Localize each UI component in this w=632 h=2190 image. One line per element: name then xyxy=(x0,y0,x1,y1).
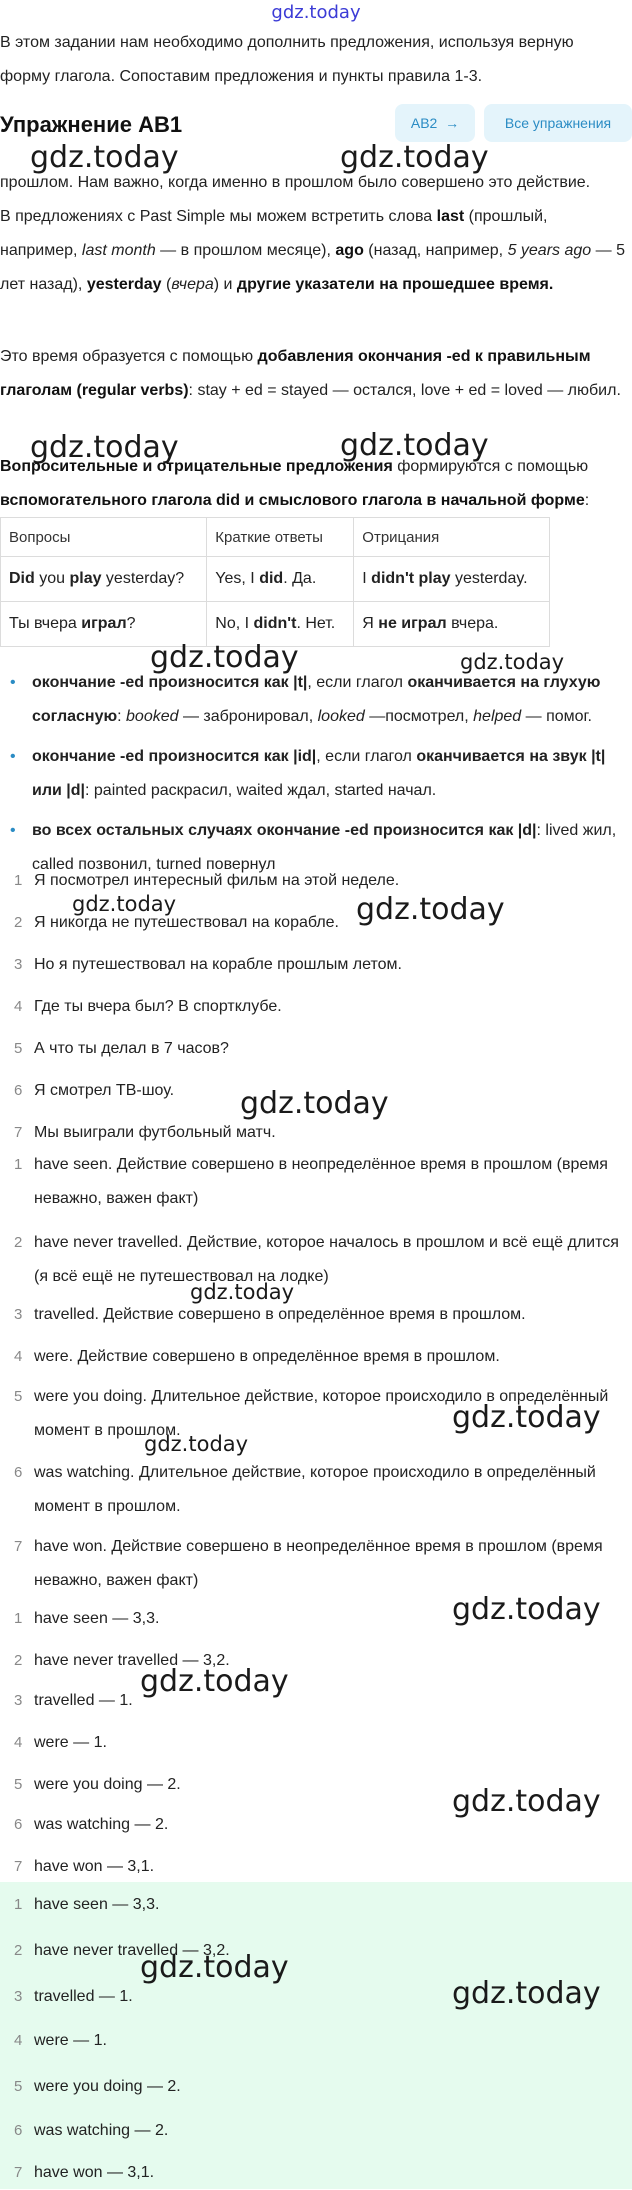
page: gdz.today В этом задании нам необходимо дополнить предложения, используя верную форму глагола. Сопоставим предложения и пункты правила 1-3. Упражнение AB1 AB2 → Все упражнения gdz.today gdz.today прошлом. Нам важно, когда именно в прошлом было совершено это действие. В предложениях с Past Simple мы можем встретить слова last (прошлый, например, last month — в прошлом месяце), ago (назад, например, 5 years ago — 5 лет назад), yesterday (вчера) и другие указатели на прошедшее время. Это время образуется с помощью добавления окончания -ed к правильным глаголам (regular verbs): stay + ed = stayed — остался, love + ed = loved — любил. gdz.today gdz.today Вопросительные и отрицательные предложения формируются с помощью вспомогательного глагола did и смыслового глагола в начальной форме: Вопросы Краткие ответы Отрицания Did you play yesterday? Yes, I did. Да. I didn't play yesterday. Ты вчера играл? No, I didn't. Нет. Я не играл вчера. gdz.today gdz.today • окончание -ed произносится как |t|, если глагол оканчивается на глухую согласную: booked — забронировал, looked —посмотрел, helped — помог. • окончание -ed произносится как |id|, если глагол оканчивается на звук |t| или |d|: painted раскрасил, waited ждал, started начал. • во всех остальных случаях окончание -ed произносится как |d|: lived жил, called позвонил, turned повернул 1 Я посмотрел интересный фильм на этой неделе. 2 Я никогда не путешествовал на корабле. gdz.today gdz.today 3 Но я путешествовал на корабле прошлым летом. 4 Где ты вчера был? В спортклубе. 5 А что ты делал в 7 часов? 6 Я смотрел ТВ-шоу. gdz.today 7 Мы выиграли футбольный матч. 1 have seen. Действие совершено в неопределённое время в прошлом (время неважно, важен факт) 2 have never travelled. Действие, которое началось в прошлом и всё ещё длится (я всё ещё не путешествовал на лодке) gdz.today 3 travelled. Действие совершено в определённое время в прошлом. 4 were. Действие совершено в определённое время в прошлом. 5 were you doing. Длительное действие, которое происходило в определённый момент в прошлом. gdz.today gdz.today 6 was watching. Длительное действие, которое происходило в определённый момент в прошлом. 7 have won. Действие совершено в неопределённое время в прошлом (время неважно, важен факт) gdz.today 1 have seen — 3,3. 2 have never travelled — 3,2. gdz.today 3 travelled — 1. 4 were — 1. 5 were you doing — 2. gdz.today 6 was watching — 2. 7 have won — 3,1. 1 have seen — 3,3. 2 have never travelled — 3,2. gdz.today 3 travelled — 1. gdz.today 4 were — 1. 5 were you doing — 2. 6 was watching — 2. 7 have won — 3,1. xyxy=(0,0,632,2189)
watermark: gdz.today xyxy=(452,1784,601,1819)
theory-paragraph: Это время образуется с помощью добавления окончания -ed к правильным глаголам (regular verbs): stay + ed = stayed — остался, love + ed = loved — любил. xyxy=(0,348,621,399)
watermark: gdz.today xyxy=(140,1950,289,1985)
watermark: gdz.today xyxy=(72,892,177,916)
watermark: gdz.today xyxy=(30,430,179,465)
rule-bullet: • окончание -ed произносится как |t|, если глагол оканчивается на глухую согласную: booked — забронировал, looked —посмотрел, helped — помог. xyxy=(32,666,628,734)
theory-paragraph: Вопросительные и отрицательные предложения формируются с помощью вспомогательного глагола did и смыслового глагола в начальной форме: xyxy=(0,458,590,509)
intro-text: В этом задании нам необходимо дополнить предложения, используя верную форму глагола. Сопоставим предложения и пункты правила 1-3. xyxy=(0,34,574,85)
table-cell: Did you play yesterday? xyxy=(1,557,207,602)
table-cell: Yes, I did. Да. xyxy=(207,557,354,602)
table-header: Вопросы xyxy=(1,518,207,557)
table-cell: Ты вчера играл? xyxy=(1,602,207,647)
watermark: gdz.today xyxy=(340,428,489,463)
watermark: gdz.today xyxy=(240,1086,389,1121)
rule-bullet: • окончание -ed произносится как |id|, если глагол оканчивается на звук |t| или |d|: painted раскрасил, waited ждал, started начал. xyxy=(32,740,628,808)
table-header: Отрицания xyxy=(354,518,550,557)
watermark: gdz.today xyxy=(460,650,565,674)
table-cell: Я не играл вчера. xyxy=(354,602,550,647)
next-exercise-label: AB2 xyxy=(410,115,438,131)
arrow-right-icon: → xyxy=(441,115,460,131)
table-row xyxy=(1,557,550,602)
watermark: gdz.today xyxy=(144,1432,249,1456)
watermark: gdz.today xyxy=(30,140,179,175)
table-cell: No, I didn't. Нет. xyxy=(207,602,354,647)
watermark: gdz.today xyxy=(150,640,299,675)
grammar-table xyxy=(0,517,550,647)
theory-paragraph: прошлом. Нам важно, когда именно в прошлом было совершено это действие. xyxy=(0,174,591,191)
watermark: gdz.today xyxy=(452,1400,601,1435)
table-header-row xyxy=(1,518,550,557)
exercise-title: Упражнение AB1 xyxy=(0,112,183,137)
watermark: gdz.today xyxy=(452,1976,601,2011)
table-header: Краткие ответы xyxy=(207,518,354,557)
table-cell: I didn't play yesterday. xyxy=(354,557,550,602)
watermark: gdz.today xyxy=(356,892,505,927)
watermark: gdz.today xyxy=(190,1280,295,1304)
watermark: gdz.today xyxy=(140,1664,289,1699)
site-logo[interactable]: gdz.today xyxy=(271,2,361,23)
watermark: gdz.today xyxy=(452,1592,601,1627)
rule-bullet: • во всех остальных случаях окончание -ed произносится как |d|: lived жил, called позвонил, turned повернул xyxy=(32,814,628,850)
next-exercise-button[interactable] xyxy=(395,104,475,142)
theory-paragraph: В предложениях с Past Simple мы можем встретить слова last (прошлый, например, last month — в прошлом месяце), ago (назад, например, 5 years ago — 5 лет назад), yesterday (вчера) и другие указатели на прошедшее время. xyxy=(0,208,625,293)
watermark: gdz.today xyxy=(340,140,489,175)
all-exercises-button[interactable]: Все упражнения xyxy=(484,104,632,142)
